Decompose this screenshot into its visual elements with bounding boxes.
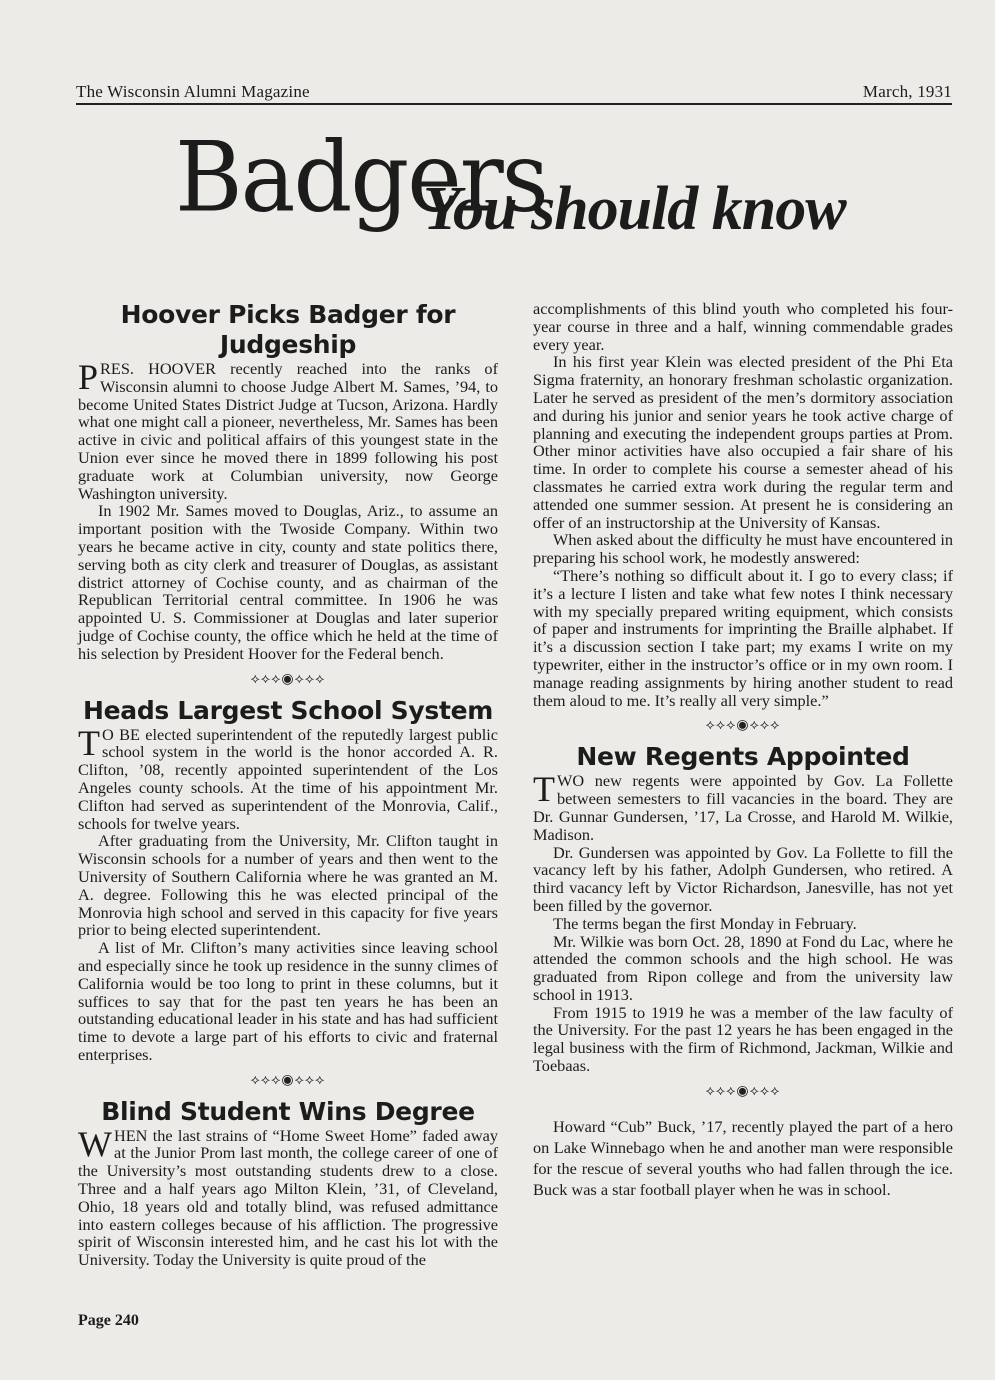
banner-word-you-should-know: You should know xyxy=(423,175,846,243)
article-title-blind-student: Blind Student Wins Degree xyxy=(101,1096,475,1126)
section-ornament: ⟡⟡⟡◉⟡⟡⟡ xyxy=(250,671,326,687)
drop-cap: P xyxy=(78,357,99,397)
drop-cap: W xyxy=(78,1123,112,1164)
section-ornament: ⟡⟡⟡◉⟡⟡⟡ xyxy=(250,1072,326,1088)
article-title-school: Heads Largest School System xyxy=(82,695,494,725)
running-head xyxy=(76,82,952,105)
article-school-p3: A list of Mr. Clifton’s many activities since leaving school and especially since he took up residence in the sunny climes of California would be too long to print in these columns, but it suffices to say that for the past ten years he has been an outstanding educational leader in his state and has had sufficient time to devote a large part of his efforts to civic and fraternal enterprises. xyxy=(78,938,498,1064)
article-hoover-p1 xyxy=(78,357,498,503)
article-regents-p3: The terms began the first Monday in February. xyxy=(553,913,857,933)
right-column xyxy=(533,300,953,1201)
article-regents-p4: Mr. Wilkie was born Oct. 28, 1890 at Fond du Lac, where he attended the common schools and the high school. He was graduated from Ripon college and from the university law school in 1913. xyxy=(533,931,953,1004)
article-regents-p2: Dr. Gundersen was appointed by Gov. La Follette to fill the vacancy left by his father, Adolph Gundersen, who retired. A third vacancy left by Victor Richardson, Janesville, has not yet been filled by the governor. xyxy=(533,842,953,915)
paragraph-text: RES. HOOVER recently reached into the ranks of Wisconsin alumni to choose Judge Albert M. Sames, ’94, to become United States District Judge at Tucson, Arizona. Hardly what one might call a pioneer, nevertheless, Mr. Sames has been active in civic and political affairs of this youngest state in the Union ever since he moved there in 1899 following his post graduate work at Columbian university, now George Washington university. xyxy=(78,359,498,503)
article-regents-p5: From 1915 to 1919 he was a member of the law faculty of the University. For the past 12 years he has been engaged in the legal business with the firm of Richmond, Jackman, Wilkie and Toebaas. xyxy=(533,1002,953,1076)
article-regents-p1 xyxy=(533,769,953,844)
page-number: Page 240 xyxy=(78,1312,139,1329)
section-ornament: ⟡⟡⟡◉⟡⟡⟡ xyxy=(705,718,781,734)
article-blind-p3: When asked about the difficulty he must have encountered in preparing his school work, he modestly answered: xyxy=(533,530,953,568)
issue-date: March, 1931 xyxy=(862,82,952,101)
drop-cap: T xyxy=(78,722,100,763)
section-ornament: ⟡⟡⟡◉⟡⟡⟡ xyxy=(705,1083,781,1099)
article-blind-p1-continued: accomplishments of this blind youth who completed his four-year course in three and a half, winning commendable grades every year. xyxy=(533,299,953,354)
article-hoover-p2: In 1902 Mr. Sames moved to Douglas, Ariz., to assume an important position with the Twoside Company. Within two years he became active in city, county and state politics there, serving both as city clerk and treasurer of Douglas, as assistant district attorney of Cochise county, and as chairman of the Republican Territorial central committee. In 1906 he was appointed U. S. Commissioner at Douglas and later superior judge of Cochise county, the office which he held at the time of his selection by President Hoover for the Federal bench. xyxy=(78,501,498,663)
article-blind-p2: In his first year Klein was elected president of the Phi Eta Sigma fraternity, an honorary freshman scholastic organization. Later he served as president of the men’s dormitory association and during his junior and senior years he took active charge of planning and executing the independent groups parties at Prom. Other minor activities have also occupied a fair share of his time. In order to complete his course a semester ahead of his classmates he carried extra work during the regular term and attended one summer session. At present he is considering an offer of an instructorship at the University of Kansas. xyxy=(533,352,953,532)
article-school-p1 xyxy=(78,722,498,833)
magazine-title: The Wisconsin Alumni Magazine xyxy=(76,82,310,101)
article-school-p2: After graduating from the University, Mr. Clifton taught in Wisconsin schools for a number of years and then went to the University of Southern California where he was granted an M. A. degree. Following this he was elected principal of the Monrovia high school and served in this capacity for five years prior to being elected superintendent. xyxy=(78,831,498,940)
article-blind-p1 xyxy=(78,1123,498,1270)
banner-word-badgers: Badgers xyxy=(175,121,547,234)
article-title-hoover: Hoover Picks Badger for Judgeship xyxy=(120,300,456,359)
paragraph-text: WO new regents were appointed by Gov. La Follette between semesters to fill vacancies in the board. They are Dr. Gunnar Gundersen, ’17, La Crosse, and Harold M. Wilkie, Madison. xyxy=(533,771,953,844)
section-banner xyxy=(175,121,935,268)
article-title-regents: New Regents Appointed xyxy=(576,742,910,772)
paragraph-text: HEN the last strains of “Home Sweet Home” faded away at the Junior Prom last month, the college career of one of the University’s most outstanding students drew to a close. Three and a half years ago Milton Klein, ’31, of Cleveland, Ohio, 18 years old and totally blind, was refused admittance into eastern colleges because of his affliction. The progressive spirit of Wisconsin interested him, and he cast his lot with the University. Today the University is quite proud of the xyxy=(78,1125,498,1270)
paragraph-text: O BE elected superintendent of the reputedly largest public school system in the world is the honor accorded A. R. Clifton, ’08, recently appointed superintendent of the Los Angeles county schools. At the time of his appointment Mr. Clifton had served as superintendent of the Monrovia, Calif., schools for twelve years. xyxy=(78,724,498,833)
left-column xyxy=(78,300,498,1269)
drop-cap: T xyxy=(533,769,555,810)
brief-note-buck: Howard “Cub” Buck, ’17, recently played the part of a hero on Lake Winnebago when he and another man were responsible for the rescue of several youths who had fallen through the ice. Buck was a star football player when he was in school. xyxy=(533,1116,953,1200)
article-blind-p4: “There’s nothing so difficult about it. I go to every class; if it’s a lecture I listen and take what few notes I think necessary with my specially prepared writing equipment, which consists of paper and instruments for imprinting the Braille alphabet. If it’s a discussion section I take part; my exams I write on my typewriter, either in the instructor’s office or in my own room. I manage reading assignments by hiring another student to read them aloud to me. It’s really all very simple.” xyxy=(533,565,953,710)
